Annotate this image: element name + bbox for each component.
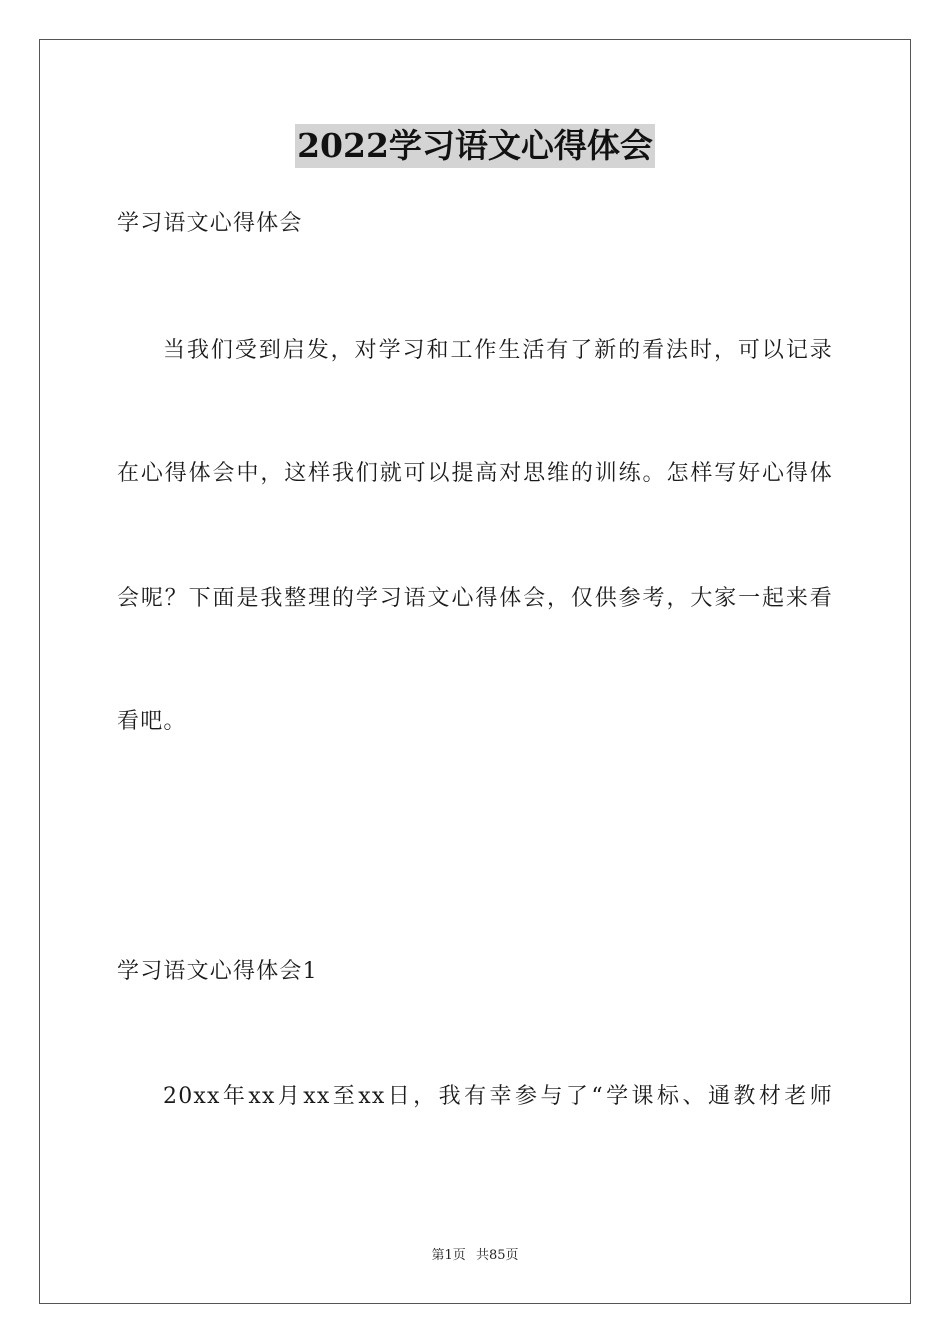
section-heading: 学习语文心得体会1: [117, 959, 318, 984]
page-total: 共85页: [475, 1248, 519, 1263]
intro-paragraph-line: 看吧。: [117, 709, 187, 734]
intro-paragraph-line: 当我们受到启发，对学习和工作生活有了新的看法时，可以记录: [163, 338, 833, 363]
document-subtitle: 学习语文心得体会: [117, 211, 303, 236]
intro-paragraph-line: 会呢？下面是我整理的学习语文心得体会，仅供参考，大家一起来看: [117, 586, 833, 611]
page-footer: [0, 1247, 950, 1265]
section-paragraph-line: 20xx年xx月xx至xx日，我有幸参与了“学课标、通教材老师: [163, 1084, 833, 1109]
title-container: [0, 124, 950, 168]
document-title: 2022学习语文心得体会: [295, 124, 655, 168]
page-number: 第1页: [431, 1248, 466, 1263]
intro-paragraph-line: 在心得体会中，这样我们就可以提高对思维的训练。怎样写好心得体: [117, 461, 833, 486]
